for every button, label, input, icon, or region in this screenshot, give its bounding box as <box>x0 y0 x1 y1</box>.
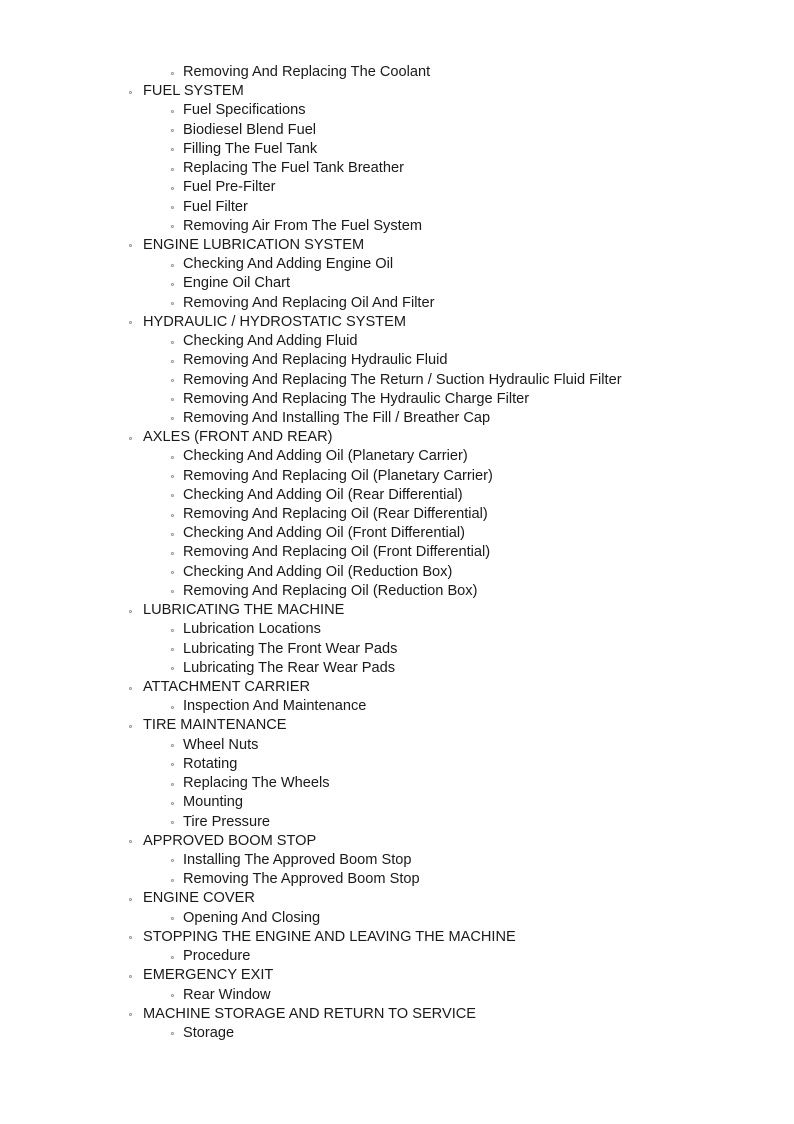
toc-subsection-item[interactable] <box>0 255 794 274</box>
toc-subsection-item[interactable] <box>0 140 794 159</box>
toc-subsection-item[interactable] <box>0 332 794 351</box>
toc-item-label: Removing And Replacing The Return / Suction Hydraulic Fluid Filter <box>183 371 622 388</box>
toc-item-label: Checking And Adding Oil (Front Differential) <box>183 525 466 542</box>
toc-section-item[interactable] <box>0 832 794 851</box>
toc-item-label: Checking And Adding Oil (Rear Differential) <box>183 486 463 503</box>
bullet-circle-icon <box>171 783 174 786</box>
toc-subsection-item[interactable] <box>0 63 794 82</box>
bullet-circle-icon <box>171 859 174 862</box>
toc-item-label: Engine Oil Chart <box>183 275 291 292</box>
bullet-circle-icon <box>171 187 174 190</box>
bullet-circle-icon <box>171 72 174 75</box>
toc-item-label: Opening And Closing <box>183 909 321 926</box>
bullet-circle-icon <box>171 475 174 478</box>
toc-item-label: Removing The Approved Boom Stop <box>183 871 420 888</box>
toc-subsection-item[interactable] <box>0 774 794 793</box>
toc-subsection-item[interactable] <box>0 1024 794 1043</box>
toc-item-label: Rear Window <box>183 986 271 1003</box>
toc-subsection-item[interactable] <box>0 659 794 678</box>
toc-item-label: Mounting <box>183 794 244 811</box>
toc-subsection-item[interactable] <box>0 101 794 120</box>
toc-subsection-item[interactable] <box>0 178 794 197</box>
toc-subsection-item[interactable] <box>0 755 794 774</box>
toc-section-item[interactable] <box>0 236 794 255</box>
bullet-circle-icon <box>129 725 132 728</box>
bullet-circle-icon <box>171 494 174 497</box>
toc-item-label: Fuel Filter <box>183 198 248 215</box>
toc-subsection-item[interactable] <box>0 390 794 409</box>
table-of-contents <box>0 63 794 1043</box>
toc-item-label: Inspection And Maintenance <box>183 698 367 715</box>
bullet-circle-icon <box>129 244 132 247</box>
toc-subsection-item[interactable] <box>0 620 794 639</box>
bullet-circle-icon <box>171 1032 174 1035</box>
bullet-circle-icon <box>171 533 174 536</box>
toc-subsection-item[interactable] <box>0 371 794 390</box>
toc-subsection-item[interactable] <box>0 217 794 236</box>
bullet-circle-icon <box>171 879 174 882</box>
bullet-circle-icon <box>171 379 174 382</box>
toc-section-item[interactable] <box>0 82 794 101</box>
toc-subsection-item[interactable] <box>0 486 794 505</box>
toc-item-label: Replacing The Fuel Tank Breather <box>183 160 404 177</box>
bullet-circle-icon <box>171 744 174 747</box>
toc-item-label: Removing Air From The Fuel System <box>183 217 422 234</box>
bullet-circle-icon <box>129 321 132 324</box>
bullet-circle-icon <box>171 148 174 151</box>
bullet-circle-icon <box>129 91 132 94</box>
toc-item-label: APPROVED BOOM STOP <box>143 832 317 849</box>
toc-item-label: Installing The Approved Boom Stop <box>183 851 412 868</box>
toc-subsection-item[interactable] <box>0 543 794 562</box>
toc-section-item[interactable] <box>0 966 794 985</box>
bullet-circle-icon <box>171 110 174 113</box>
toc-subsection-item[interactable] <box>0 563 794 582</box>
toc-item-label: Checking And Adding Oil (Reduction Box) <box>183 563 453 580</box>
toc-item-label: Replacing The Wheels <box>183 775 330 792</box>
bullet-circle-icon <box>171 821 174 824</box>
bullet-circle-icon <box>171 571 174 574</box>
toc-section-item[interactable] <box>0 678 794 697</box>
toc-subsection-item[interactable] <box>0 467 794 486</box>
toc-item-label: Wheel Nuts <box>183 736 259 753</box>
toc-subsection-item[interactable] <box>0 524 794 543</box>
toc-item-label: Fuel Specifications <box>183 102 306 119</box>
toc-subsection-item[interactable] <box>0 198 794 217</box>
toc-item-label: Removing And Replacing Oil And Filter <box>183 294 435 311</box>
toc-item-label: Checking And Adding Oil (Planetary Carrier) <box>183 448 468 465</box>
bullet-circle-icon <box>171 956 174 959</box>
toc-item-label: Removing And Replacing Oil (Rear Differential) <box>183 506 488 523</box>
bullet-circle-icon <box>129 687 132 690</box>
toc-section-item[interactable] <box>0 601 794 620</box>
bullet-circle-icon <box>171 283 174 286</box>
toc-item-label: LUBRICATING THE MACHINE <box>143 602 345 619</box>
toc-section-item[interactable] <box>0 428 794 447</box>
bullet-circle-icon <box>129 898 132 901</box>
bullet-circle-icon <box>129 437 132 440</box>
toc-item-label: Removing And Replacing The Coolant <box>183 64 431 80</box>
bullet-circle-icon <box>171 302 174 305</box>
toc-subsection-item[interactable] <box>0 793 794 812</box>
bullet-circle-icon <box>129 975 132 978</box>
toc-subsection-item[interactable] <box>0 697 794 716</box>
toc-item-label: ATTACHMENT CARRIER <box>143 679 311 695</box>
bullet-circle-icon <box>129 840 132 843</box>
bullet-circle-icon <box>171 360 174 363</box>
toc-item-label: Filling The Fuel Tank <box>183 140 318 157</box>
bullet-circle-icon <box>171 648 174 651</box>
bullet-circle-icon <box>171 514 174 517</box>
toc-subsection-item[interactable] <box>0 813 794 832</box>
toc-item-label: ENGINE COVER <box>143 890 255 907</box>
toc-subsection-item[interactable] <box>0 582 794 601</box>
toc-item-label: STOPPING THE ENGINE AND LEAVING THE MACHINE <box>143 928 516 945</box>
bullet-circle-icon <box>171 667 174 670</box>
toc-item-label: AXLES (FRONT AND REAR) <box>143 429 333 446</box>
toc-item-label: Storage <box>183 1024 235 1041</box>
toc-subsection-item[interactable] <box>0 409 794 428</box>
toc-item-label: Removing And Replacing Hydraulic Fluid <box>183 352 448 369</box>
toc-section-item[interactable] <box>0 1005 794 1024</box>
toc-item-label: Tire Pressure <box>183 813 271 830</box>
toc-section-item[interactable] <box>0 313 794 332</box>
toc-item-label: FUEL SYSTEM <box>143 83 244 100</box>
toc-item-label: Lubricating The Rear Wear Pads <box>183 659 395 676</box>
bullet-circle-icon <box>171 456 174 459</box>
toc-section-item[interactable] <box>0 889 794 908</box>
toc-subsection-item[interactable] <box>0 294 794 313</box>
toc-item-label: ENGINE LUBRICATION SYSTEM <box>143 236 365 253</box>
toc-subsection-item[interactable] <box>0 870 794 889</box>
bullet-circle-icon <box>171 629 174 632</box>
bullet-circle-icon <box>171 264 174 267</box>
toc-section-item[interactable] <box>0 716 794 735</box>
toc-item-label: Rotating <box>183 755 238 772</box>
toc-subsection-item[interactable] <box>0 159 794 178</box>
bullet-circle-icon <box>171 590 174 593</box>
bullet-circle-icon <box>171 398 174 401</box>
bullet-circle-icon <box>171 763 174 766</box>
bullet-circle-icon <box>171 168 174 171</box>
bullet-circle-icon <box>171 994 174 997</box>
bullet-circle-icon <box>171 802 174 805</box>
toc-subsection-item[interactable] <box>0 274 794 293</box>
bullet-circle-icon <box>129 936 132 939</box>
bullet-circle-icon <box>171 706 174 709</box>
bullet-circle-icon <box>171 417 174 420</box>
toc-item-label: Fuel Pre-Filter <box>183 179 276 196</box>
toc-item-label: Lubrication Locations <box>183 621 321 638</box>
toc-item-label: TIRE MAINTENANCE <box>143 717 287 734</box>
toc-subsection-item[interactable] <box>0 851 794 870</box>
bullet-circle-icon <box>129 610 132 613</box>
toc-section-item[interactable] <box>0 928 794 947</box>
toc-subsection-item[interactable] <box>0 909 794 928</box>
bullet-circle-icon <box>171 129 174 132</box>
toc-item-label: MACHINE STORAGE AND RETURN TO SERVICE <box>143 1005 477 1022</box>
toc-subsection-item[interactable] <box>0 986 794 1005</box>
toc-item-label: Removing And Replacing Oil (Reduction Box) <box>183 582 478 599</box>
toc-item-label: Checking And Adding Fluid <box>183 333 358 350</box>
bullet-circle-icon <box>171 225 174 228</box>
toc-subsection-item[interactable] <box>0 447 794 466</box>
toc-item-label: Lubricating The Front Wear Pads <box>183 640 398 657</box>
toc-item-label: Checking And Adding Engine Oil <box>183 256 394 273</box>
toc-item-label: Biodiesel Blend Fuel <box>183 121 317 138</box>
toc-item-label: HYDRAULIC / HYDROSTATIC SYSTEM <box>143 313 406 330</box>
toc-subsection-item[interactable] <box>0 121 794 140</box>
toc-subsection-item[interactable] <box>0 351 794 370</box>
toc-item-label: EMERGENCY EXIT <box>143 967 274 984</box>
toc-subsection-item[interactable] <box>0 947 794 966</box>
toc-item-label: Removing And Replacing Oil (Planetary Carrier) <box>183 467 493 484</box>
bullet-circle-icon <box>129 1013 132 1016</box>
toc-item-label: Removing And Replacing Oil (Front Differential) <box>183 544 491 561</box>
bullet-circle-icon <box>171 917 174 920</box>
bullet-circle-icon <box>171 206 174 209</box>
toc-item-label: Procedure <box>183 948 251 965</box>
bullet-circle-icon <box>171 341 174 344</box>
bullet-circle-icon <box>171 552 174 555</box>
toc-subsection-item[interactable] <box>0 505 794 524</box>
toc-subsection-item[interactable] <box>0 640 794 659</box>
toc-item-label: Removing And Installing The Fill / Breather Cap <box>183 409 491 426</box>
toc-item-label: Removing And Replacing The Hydraulic Charge Filter <box>183 390 530 407</box>
toc-subsection-item[interactable] <box>0 736 794 755</box>
